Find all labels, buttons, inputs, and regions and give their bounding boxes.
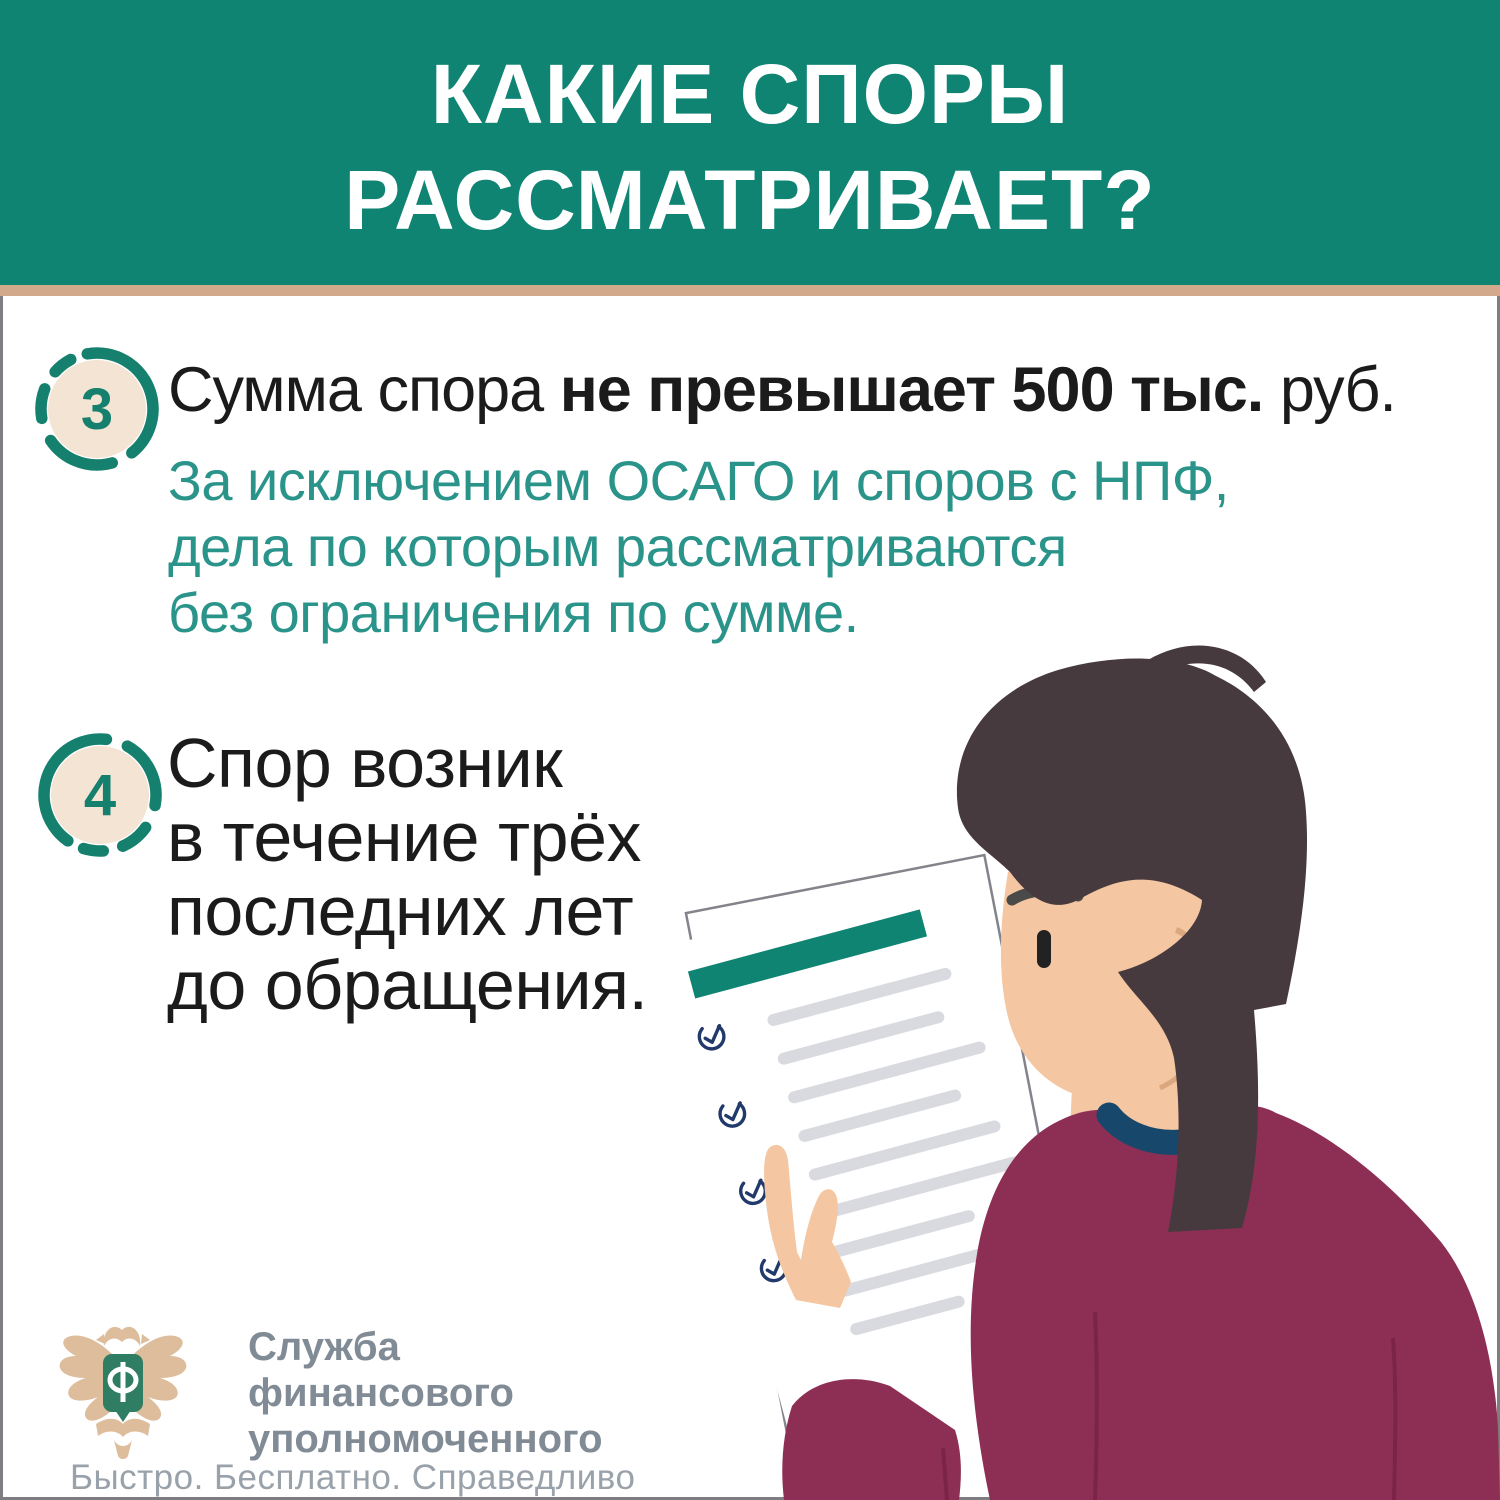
item3-note-line-3: без ограничения по сумме.	[168, 581, 859, 644]
eagle-heads	[104, 1327, 140, 1346]
eagle-tail	[114, 1440, 132, 1459]
item4-line-1: Спор возник	[167, 724, 563, 802]
org-name-line-1: Служба	[248, 1325, 400, 1369]
man-reading-document-illustration	[560, 600, 1500, 1500]
step-badge-3	[34, 346, 160, 472]
item3-heading	[168, 352, 1396, 428]
item4-line-3: последних лет	[167, 872, 634, 950]
eagle-beak-left	[96, 1334, 105, 1344]
item3-heading-regular-2: руб.	[1263, 355, 1396, 425]
item3-note-line-1: За исключением ОСАГО и споров с НПФ,	[168, 449, 1229, 512]
org-name	[248, 1324, 603, 1462]
header-band	[0, 0, 1500, 289]
step-badge-4	[37, 732, 163, 858]
sweater-fold	[1095, 1312, 1097, 1500]
item4-text	[167, 726, 647, 1022]
header-divider	[0, 285, 1500, 296]
step-number-4: 4	[83, 762, 117, 828]
page-title-line-2: РАССМАТРИВАЕТ?	[344, 152, 1156, 247]
eagle-beak-right	[141, 1334, 150, 1344]
org-tagline: Быстро. Бесплатно. Справедливо	[70, 1458, 636, 1497]
item3-heading-bold: не превышает 500 тыс.	[559, 355, 1264, 425]
item3-heading-regular: Сумма спора	[168, 355, 560, 425]
item4-line-4: до обращения.	[167, 946, 648, 1024]
item4-line-2: в течение трёх	[167, 798, 641, 876]
financial-ombudsman-logo-eagle	[56, 1318, 190, 1464]
org-name-line-2: финансового	[248, 1371, 514, 1415]
page-title-line-1: КАКИЕ СПОРЫ	[430, 46, 1070, 141]
eye	[1037, 930, 1051, 968]
step-number-3: 3	[80, 376, 114, 442]
org-name-line-3: уполномоченного	[248, 1417, 603, 1461]
item3-note	[168, 448, 1229, 646]
item3-note-line-2: дела по которым рассматриваются	[168, 515, 1067, 578]
